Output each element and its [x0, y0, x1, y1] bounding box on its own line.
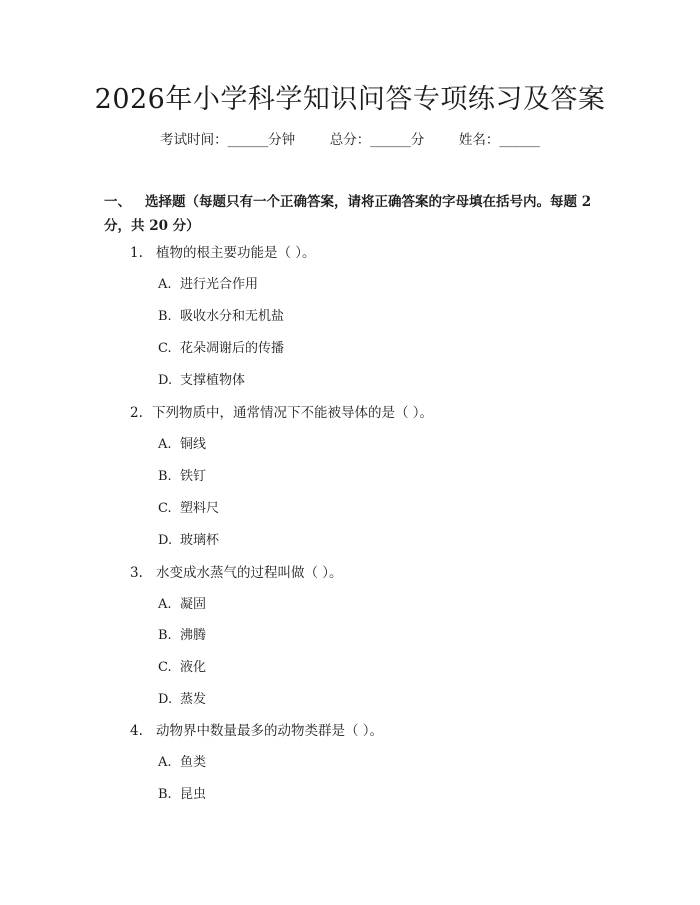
- section-heading: [104, 190, 604, 238]
- question-3-option-a: [158, 594, 206, 616]
- question-2-option-d: [158, 530, 219, 552]
- option-letter: A.: [158, 277, 172, 292]
- option-letter: A.: [158, 755, 172, 770]
- question-3-option-b: [158, 625, 206, 647]
- option-letter: C.: [158, 341, 172, 356]
- option-letter: A.: [158, 597, 172, 612]
- option-letter: D.: [158, 533, 173, 548]
- exam-info-line: [0, 128, 700, 152]
- option-letter: A.: [158, 437, 172, 452]
- total-score-field: 总分：______分: [329, 132, 425, 148]
- question-number: 2.: [130, 405, 143, 421]
- question-number: 3.: [130, 565, 143, 581]
- question-1-option-a: [158, 274, 258, 296]
- option-text: 鱼类: [180, 755, 207, 770]
- option-text: 玻璃杯: [180, 533, 220, 548]
- option-text: 进行光合作用: [180, 277, 259, 292]
- question-text: 下列物质中，通常情况下不能被导体的是（ ）。: [152, 405, 434, 421]
- section-instructions: 选择题（每题只有一个正确答案，请将正确答案的字母填在括号内。每题 2 分，共 20 分）: [104, 194, 592, 234]
- option-letter: D.: [158, 692, 173, 707]
- question-number: 4.: [130, 723, 143, 739]
- option-text: 吸收水分和无机盐: [180, 309, 285, 324]
- student-name-field: 姓名：______: [458, 132, 540, 148]
- question-4-option-a: [158, 752, 206, 774]
- question-text: 动物界中数量最多的动物类群是（ ）。: [156, 723, 384, 739]
- question-2-option-b: [158, 466, 206, 488]
- option-text: 蒸发: [180, 692, 207, 707]
- option-letter: D.: [158, 373, 173, 388]
- option-text: 液化: [180, 660, 207, 675]
- question-1-option-c: [158, 338, 284, 360]
- question-2: [130, 402, 433, 424]
- option-letter: B.: [158, 628, 172, 643]
- question-1: [130, 242, 316, 264]
- question-text: 植物的根主要功能是（ ）。: [156, 245, 316, 261]
- option-text: 昆虫: [180, 787, 207, 802]
- question-2-option-a: [158, 434, 206, 456]
- section-number: 一、: [104, 194, 131, 210]
- question-3-option-d: [158, 689, 206, 711]
- question-2-option-c: [158, 498, 219, 520]
- option-letter: B.: [158, 469, 172, 484]
- question-3-option-c: [158, 657, 206, 679]
- option-text: 支撑植物体: [180, 373, 246, 388]
- question-4: [130, 720, 383, 742]
- option-letter: B.: [158, 309, 172, 324]
- page-title: 2026年小学科学知识问答专项练习及答案: [94, 84, 606, 115]
- question-1-option-b: [158, 306, 284, 328]
- option-text: 铁钉: [180, 469, 207, 484]
- question-1-option-d: [158, 370, 245, 392]
- exam-time-field: 考试时间：______分钟: [160, 132, 296, 148]
- question-number: 1.: [130, 245, 143, 261]
- option-letter: C.: [158, 660, 172, 675]
- question-4-option-b: [158, 784, 206, 806]
- option-letter: C.: [158, 501, 172, 516]
- question-3: [130, 562, 343, 584]
- question-text: 水变成水蒸气的过程叫做（ ）。: [156, 565, 343, 581]
- option-letter: B.: [158, 787, 172, 802]
- option-text: 沸腾: [180, 628, 207, 643]
- option-text: 花朵凋谢后的传播: [180, 341, 285, 356]
- option-text: 凝固: [180, 597, 207, 612]
- option-text: 塑料尺: [180, 501, 220, 516]
- option-text: 铜线: [180, 437, 207, 452]
